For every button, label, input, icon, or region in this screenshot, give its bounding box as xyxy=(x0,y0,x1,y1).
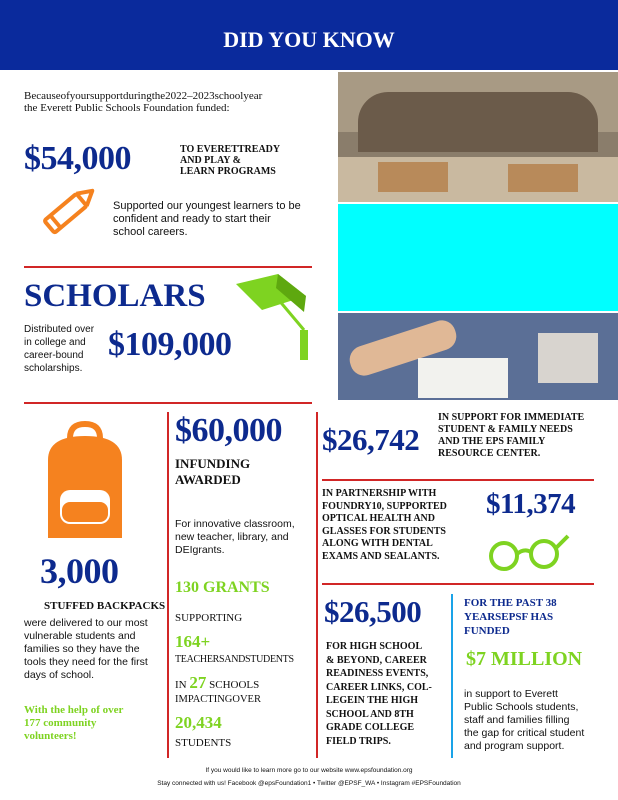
grants-label xyxy=(175,456,250,488)
teachers-label: TEACHERSANDSTUDENTS xyxy=(175,654,294,665)
career-label-line: FOR HIGH SCHOOL xyxy=(326,641,423,652)
backpacks-desc-line: days of school. xyxy=(24,669,95,681)
million-desc-line: staff and families filling xyxy=(464,714,570,726)
grants-label-line: AWARDED xyxy=(175,472,241,487)
career-amount: $26,500 xyxy=(324,594,422,629)
career-label-line: FIELD TRIPS. xyxy=(326,735,391,747)
volunteers-photo xyxy=(338,72,618,202)
crayon-icon xyxy=(30,180,105,245)
million-desc-line: Public Schools students, xyxy=(464,701,579,713)
ready-desc-line: school careers. xyxy=(113,226,188,238)
scholars-title: SCHOLARS xyxy=(24,278,206,314)
schools-line xyxy=(175,673,259,693)
scholars-desc-line: career-bound xyxy=(24,350,84,361)
backpack-icon xyxy=(40,420,130,542)
intro-line-2: the Everett Public Schools Foundation funded: xyxy=(24,102,230,114)
volunteers-line: volunteers! xyxy=(24,730,77,742)
column-rule xyxy=(167,412,169,758)
family-label-line: IN SUPPORT FOR IMMEDIATE xyxy=(438,412,585,423)
backpacks-desc-line: tools they need for the first xyxy=(24,656,148,668)
schools-label: SCHOOLS xyxy=(209,679,260,691)
divider-rule xyxy=(24,266,312,268)
optical-label-line: IN PARTNERSHIP WITH xyxy=(322,488,437,499)
career-label-line: GRADE COLLEGE xyxy=(326,722,415,733)
ready-label xyxy=(180,144,280,177)
grants-count: 130 GRANTS xyxy=(175,579,270,596)
divider-rule xyxy=(322,479,594,481)
million-amount: $7 MILLION xyxy=(466,648,583,670)
page-title: DID YOU KNOW xyxy=(223,27,395,52)
image-placeholder xyxy=(338,204,618,311)
million-label xyxy=(464,596,604,638)
scholars-desc-line: Distributed over xyxy=(24,324,95,335)
column-rule xyxy=(451,594,453,758)
backpacks-desc-line: were delivered to our most xyxy=(24,617,148,629)
footer-website: If you would like to learn more go to our website www.epsfoundation.org xyxy=(205,767,413,774)
optical-label-line: FOUNDRY10, SUPPORTED xyxy=(322,500,447,512)
optical-label-line: EXAMS AND SEALANTS. xyxy=(322,550,440,562)
scholars-description xyxy=(24,323,114,375)
ready-amount: $54,000 xyxy=(24,140,131,177)
grants-desc-line: For innovative classroom, xyxy=(175,518,295,530)
family-label-line: RESOURCE CENTER. xyxy=(438,448,541,459)
intro-text xyxy=(24,90,334,114)
million-desc-line: and program support. xyxy=(464,740,565,752)
volunteers-line: With the help of over xyxy=(24,704,124,716)
impacting-label: IMPACTINGOVER xyxy=(175,694,261,705)
glasses-icon xyxy=(484,530,570,572)
scholars-desc-line: in college and xyxy=(24,337,86,348)
grants-amount: $60,000 xyxy=(175,412,282,449)
grants-desc-line: new teacher, library, and xyxy=(175,531,289,543)
backpacks-desc-line: vulnerable students and xyxy=(24,630,136,642)
students-number: 20,434 xyxy=(175,713,222,732)
grants-label-line: INFUNDING xyxy=(175,456,251,471)
ready-label-line: LEARN PROGRAMS xyxy=(180,166,276,177)
ready-description xyxy=(113,200,313,239)
teachers-number: 164+ xyxy=(175,632,211,651)
volunteers-line: 177 community xyxy=(24,717,97,729)
optical-label-line: GLASSES FOR STUDENTS xyxy=(322,525,446,537)
career-label-line: READINESS EVENTS, xyxy=(326,668,429,679)
schools-in-label: IN xyxy=(175,679,187,691)
schools-number: 27 xyxy=(189,673,207,692)
career-label xyxy=(326,640,456,748)
backpacks-label: STUFFED BACKPACKS xyxy=(44,600,166,612)
family-label-line: STUDENT & FAMILY NEEDS xyxy=(438,424,573,435)
students-craft-photo xyxy=(338,313,618,400)
divider-rule xyxy=(24,402,312,404)
career-label-line: LEGEIN THE HIGH xyxy=(326,695,419,706)
divider-rule xyxy=(322,583,594,585)
grants-description xyxy=(175,518,310,557)
million-label-line: FUNDED xyxy=(464,625,510,637)
ready-label-line: AND PLAY & xyxy=(180,155,241,166)
intro-line-1: Becauseofyoursupportduringthe2022–2023schoolyear xyxy=(24,90,263,102)
million-description xyxy=(464,688,604,753)
million-desc-line: the gap for critical student xyxy=(464,727,585,739)
backpacks-desc-line: families so they have the xyxy=(24,643,140,655)
career-label-line: & BEYOND, CAREER xyxy=(326,654,427,666)
graduation-cap-icon xyxy=(232,270,310,368)
grants-supporting: SUPPORTING xyxy=(175,612,243,624)
career-label-line: CAREER LINKS, COL- xyxy=(326,681,432,693)
column-rule xyxy=(316,412,318,758)
volunteers-note xyxy=(24,704,172,743)
students-label: STUDENTS xyxy=(175,737,232,749)
ready-label-line: TO EVERETTREADY xyxy=(180,144,281,155)
career-label-line: SCHOOL AND 8TH xyxy=(326,708,414,720)
million-label-line: FOR THE PAST 38 xyxy=(464,597,557,609)
scholars-amount: $109,000 xyxy=(108,326,232,363)
million-desc-line: in support to Everett xyxy=(464,688,558,700)
backpacks-description xyxy=(24,617,172,682)
million-label-line: YEARSEPSF HAS xyxy=(464,611,554,623)
scholars-desc-line: scholarships. xyxy=(24,363,83,374)
optical-label xyxy=(322,488,472,563)
optical-label-line: ALONG WITH DENTAL xyxy=(322,538,433,549)
optical-amount: $11,374 xyxy=(486,488,576,520)
ready-desc-line: confident and ready to start their xyxy=(113,213,271,225)
family-label-line: AND THE EPS FAMILY xyxy=(438,436,546,447)
grants-desc-line: DEIgrants. xyxy=(175,544,225,556)
ready-desc-line: Supported our youngest learners to be xyxy=(113,200,301,212)
optical-label-line: OPTICAL HEALTH AND xyxy=(322,513,435,524)
family-label xyxy=(438,412,608,460)
family-amount: $26,742 xyxy=(322,422,420,457)
footer-social: Stay connected with us! Facebook @epsFoundation1 • Twitter @EPSF_WA • Instagram #EPSFoundation xyxy=(157,780,461,787)
backpacks-count: 3,000 xyxy=(40,551,119,591)
